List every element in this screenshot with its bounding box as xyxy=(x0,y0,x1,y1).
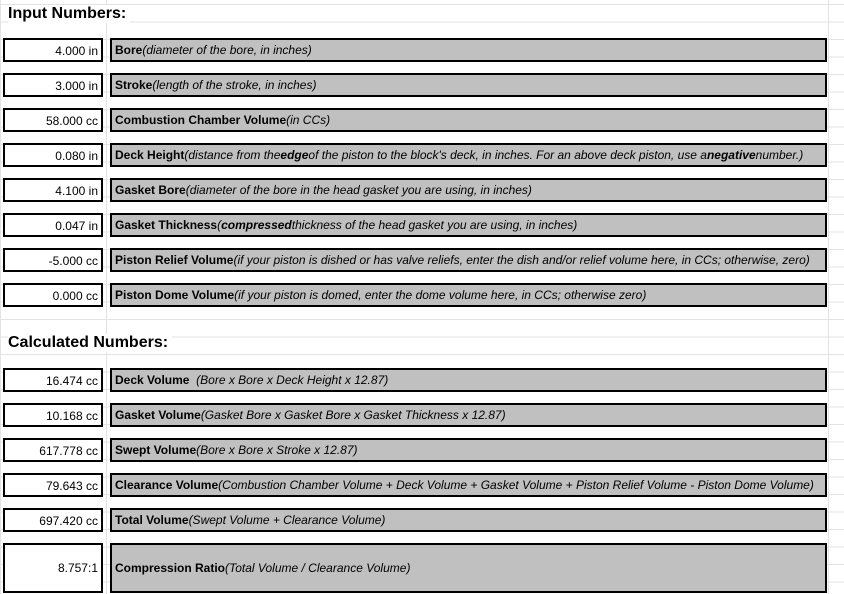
stroke-label: Stroke xyxy=(115,78,153,92)
gasket-bore-label: Gasket Bore xyxy=(115,183,186,197)
total-volume-note: (Swept Volume + Clearance Volume) xyxy=(188,513,386,527)
piston-dome-value-cell[interactable]: 0.000 cc xyxy=(3,283,103,307)
deck-volume-label: Deck Volume xyxy=(115,373,190,387)
swept-volume-note: (Bore x Bore x Stroke x 12.87) xyxy=(196,443,358,457)
deck-volume-value-cell[interactable]: 16.474 cc xyxy=(3,368,103,392)
stroke-description xyxy=(110,73,827,97)
piston-relief-note: (if your piston is dished or has valve reliefs, enter the dish and/or relief volume here, in CCs; otherwise, zero) xyxy=(233,253,810,267)
deck-volume-description xyxy=(110,368,827,392)
piston-dome-label: Piston Dome Volume xyxy=(115,288,235,302)
combustion-chamber-description xyxy=(110,108,827,132)
calculated-numbers-heading: Calculated Numbers: xyxy=(8,334,172,352)
deck-height-note-b: of the piston to the block's deck, in inches. For an above deck piston, use a xyxy=(308,148,707,162)
piston-relief-description xyxy=(110,248,827,272)
bore-value-cell[interactable]: 4.000 in xyxy=(3,38,103,62)
compression-ratio-description xyxy=(110,543,827,593)
total-volume-description xyxy=(110,508,827,532)
compression-ratio-note: (Total Volume / Clearance Volume) xyxy=(225,561,411,575)
combustion-chamber-value-cell[interactable]: 58.000 cc xyxy=(3,108,103,132)
deck-height-emph-edge: edge xyxy=(280,148,309,162)
gasket-thickness-value-cell[interactable]: 0.047 in xyxy=(3,213,103,237)
gasket-volume-note: (Gasket Bore x Gasket Bore x Gasket Thickness x 12.87) xyxy=(200,408,506,422)
clearance-volume-value-cell[interactable]: 79.643 cc xyxy=(3,473,103,497)
grid-column-line xyxy=(106,0,107,594)
stroke-note: (length of the stroke, in inches) xyxy=(152,78,317,92)
grid-column-line xyxy=(828,0,829,594)
gasket-thickness-note-b: thickness of the head gasket you are using, in inches) xyxy=(291,218,578,232)
gasket-volume-label: Gasket Volume xyxy=(115,408,201,422)
clearance-volume-label: Clearance Volume xyxy=(115,478,219,492)
gasket-thickness-note-a: ( xyxy=(217,218,222,232)
total-volume-value-cell[interactable]: 697.420 cc xyxy=(3,508,103,532)
deck-height-description xyxy=(110,143,827,167)
swept-volume-value-cell[interactable]: 617.778 cc xyxy=(3,438,103,462)
bore-description xyxy=(110,38,827,62)
compression-ratio-value-cell[interactable]: 8.757:1 xyxy=(3,543,103,593)
gasket-thickness-description xyxy=(110,213,827,237)
deck-height-value-cell[interactable]: 0.080 in xyxy=(3,143,103,167)
gasket-bore-description xyxy=(110,178,827,202)
input-numbers-heading: Input Numbers: xyxy=(8,5,130,23)
bore-note: (diameter of the bore, in inches) xyxy=(142,43,312,57)
piston-relief-value-cell[interactable]: -5.000 cc xyxy=(3,248,103,272)
piston-dome-description xyxy=(110,283,827,307)
piston-relief-label: Piston Relief Volume xyxy=(115,253,234,267)
clearance-volume-description xyxy=(110,473,827,497)
deck-height-note-c: number.) xyxy=(755,148,804,162)
deck-height-note-a: (distance from the xyxy=(184,148,281,162)
stroke-value-cell[interactable]: 3.000 in xyxy=(3,73,103,97)
deck-volume-note: (Bore x Bore x Deck Height x 12.87) xyxy=(189,373,389,387)
gasket-thickness-label: Gasket Thickness xyxy=(115,218,218,232)
deck-height-emph-negative: negative xyxy=(706,148,756,162)
clearance-volume-note: (Combustion Chamber Volume + Deck Volume + Gasket Volume + Piston Relief Volume - Piston Dome Volume) xyxy=(218,478,814,492)
deck-height-label: Deck Height xyxy=(115,148,185,162)
gasket-bore-value-cell[interactable]: 4.100 in xyxy=(3,178,103,202)
combustion-chamber-label: Combustion Chamber Volume xyxy=(115,113,287,127)
piston-dome-note: (if your piston is domed, enter the dome volume here, in CCs; otherwise zero) xyxy=(234,288,647,302)
swept-volume-description xyxy=(110,438,827,462)
total-volume-label: Total Volume xyxy=(115,513,189,527)
swept-volume-label: Swept Volume xyxy=(115,443,197,457)
gasket-bore-note: (diameter of the bore in the head gasket you are using, in inches) xyxy=(185,183,532,197)
compression-ratio-label: Compression Ratio xyxy=(115,561,226,575)
combustion-chamber-note: (in CCs) xyxy=(286,113,331,127)
gasket-volume-description xyxy=(110,403,827,427)
gasket-volume-value-cell[interactable]: 10.168 cc xyxy=(3,403,103,427)
bore-label: Bore xyxy=(115,43,143,57)
gasket-thickness-emph-compressed: compressed xyxy=(221,218,292,232)
